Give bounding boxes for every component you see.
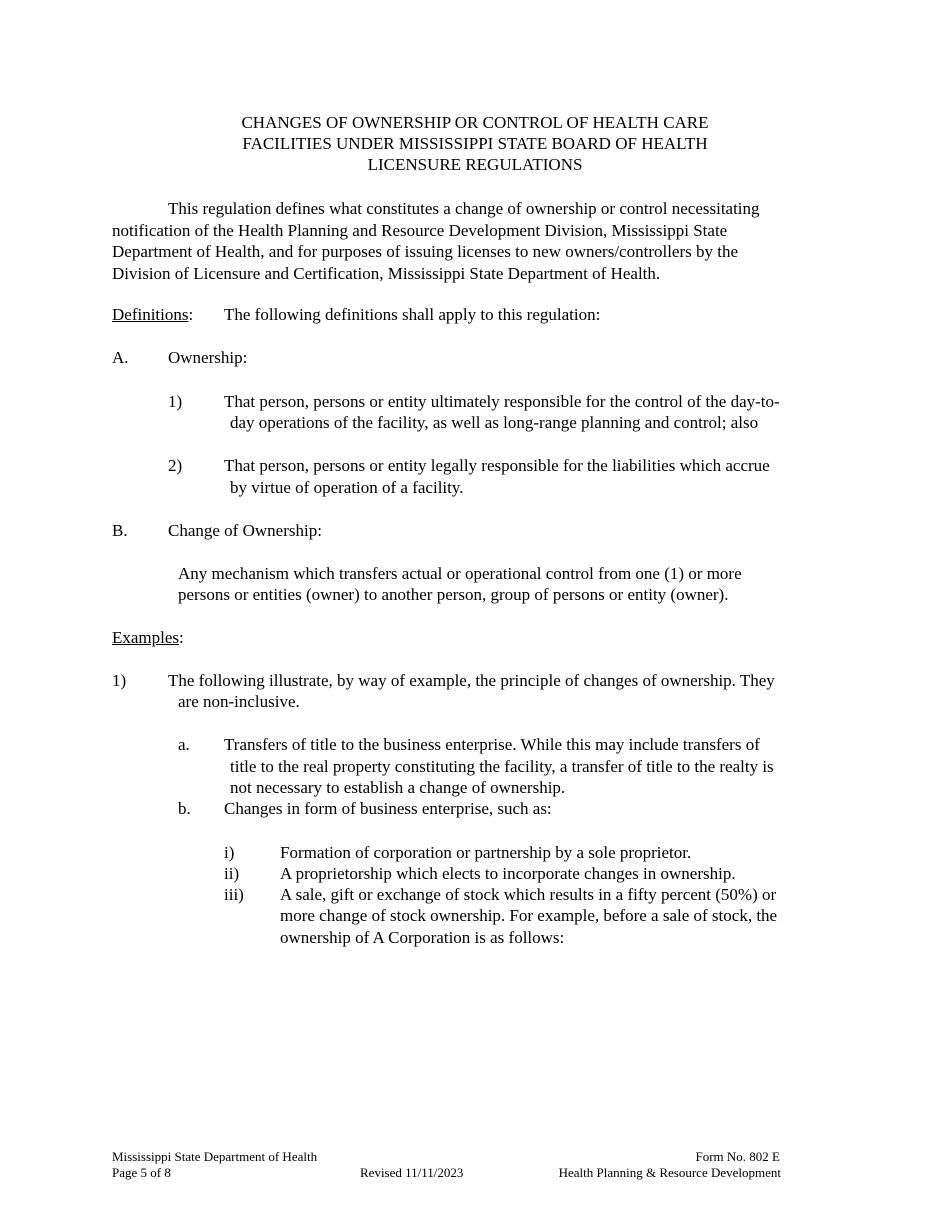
section-a-item2-line2: by virtue of operation of a facility. [230, 478, 464, 497]
roman-iii-marker: iii) [224, 885, 244, 904]
roman-i-marker: i) [224, 843, 235, 862]
title-line-1: CHANGES OF OWNERSHIP OR CONTROL OF HEALTH CARE [241, 113, 709, 132]
roman-i-line1: Formation of corporation or partnership by a sole proprietor. [280, 843, 692, 862]
example-b-marker: b. [178, 799, 191, 818]
intro-paragraph [112, 198, 852, 284]
examples-label: Examples: [112, 628, 184, 647]
section-b-heading: Change of Ownership: [168, 521, 322, 540]
footer-department: Mississippi State Department of Health [112, 1149, 318, 1164]
section-a-item1-marker: 1) [168, 392, 183, 411]
footer-page-number: Page 5 of 8 [112, 1165, 171, 1180]
section-b-line2: persons or entities (owner) to another person, group of persons or entity (owner). [178, 585, 729, 604]
section-a-item1-line1: That person, persons or entity ultimately responsible for the control of the day-to- [224, 392, 780, 411]
example-b-line1: Changes in form of business enterprise, such as: [224, 799, 552, 818]
roman-ii-marker: ii) [224, 864, 240, 883]
roman-iii-line3: ownership of A Corporation is as follows: [280, 928, 565, 947]
intro-line: notification of the Health Planning and Resource Development Division, Mississippi State [112, 220, 728, 240]
example-a-line2: title to the real property constituting the facility, a transfer of title to the realty is [230, 757, 774, 776]
roman-iii-line2: more change of stock ownership. For example, before a sale of stock, the [280, 906, 778, 925]
examples-item1-marker: 1) [112, 671, 127, 690]
intro-line: Department of Health, and for purposes of issuing licenses to new owners/controllers by the [112, 242, 739, 261]
title-line-2: FACILITIES UNDER MISSISSIPPI STATE BOARD OF HEALTH [242, 134, 708, 153]
definitions-label: Definitions: [112, 305, 194, 324]
intro-line: Division of Licensure and Certification, Mississippi State Department of Health. [112, 263, 661, 283]
section-a-item2-line1: That person, persons or entity legally responsible for the liabilities which accrue [224, 456, 770, 475]
section-b-line1: Any mechanism which transfers actual or operational control from one (1) or more [178, 564, 742, 583]
definitions-text: The following definitions shall apply to this regulation: [224, 305, 601, 324]
examples-item1-line2: are non-inclusive. [178, 692, 300, 711]
section-a-marker: A. [112, 348, 129, 367]
section-b-marker: B. [112, 521, 128, 540]
intro-line: This regulation defines what constitutes a change of ownership or control necessitating [168, 199, 760, 218]
footer-revised-date: Revised 11/11/2023 [360, 1165, 464, 1180]
section-a-item2-marker: 2) [168, 456, 183, 475]
footer-division: Health Planning & Resource Development [558, 1165, 781, 1180]
footer-form-number: Form No. 802 E [695, 1149, 780, 1164]
example-a-marker: a. [178, 735, 190, 754]
roman-ii-line1: A proprietorship which elects to incorporate changes in ownership. [280, 864, 736, 883]
roman-iii-line1: A sale, gift or exchange of stock which results in a fifty percent (50%) or [280, 885, 777, 904]
section-a-item1-line2: day operations of the facility, as well as long-range planning and control; also [230, 413, 759, 432]
section-a-heading: Ownership: [168, 348, 248, 367]
example-a-line1: Transfers of title to the business enterprise. While this may include transfers of [224, 735, 760, 754]
examples-item1-line1: The following illustrate, by way of example, the principle of changes of ownership. They [168, 671, 775, 690]
title-line-3: LICENSURE REGULATIONS [367, 155, 583, 174]
example-a-line3: not necessary to establish a change of ownership. [230, 778, 566, 797]
page-title [112, 112, 838, 175]
